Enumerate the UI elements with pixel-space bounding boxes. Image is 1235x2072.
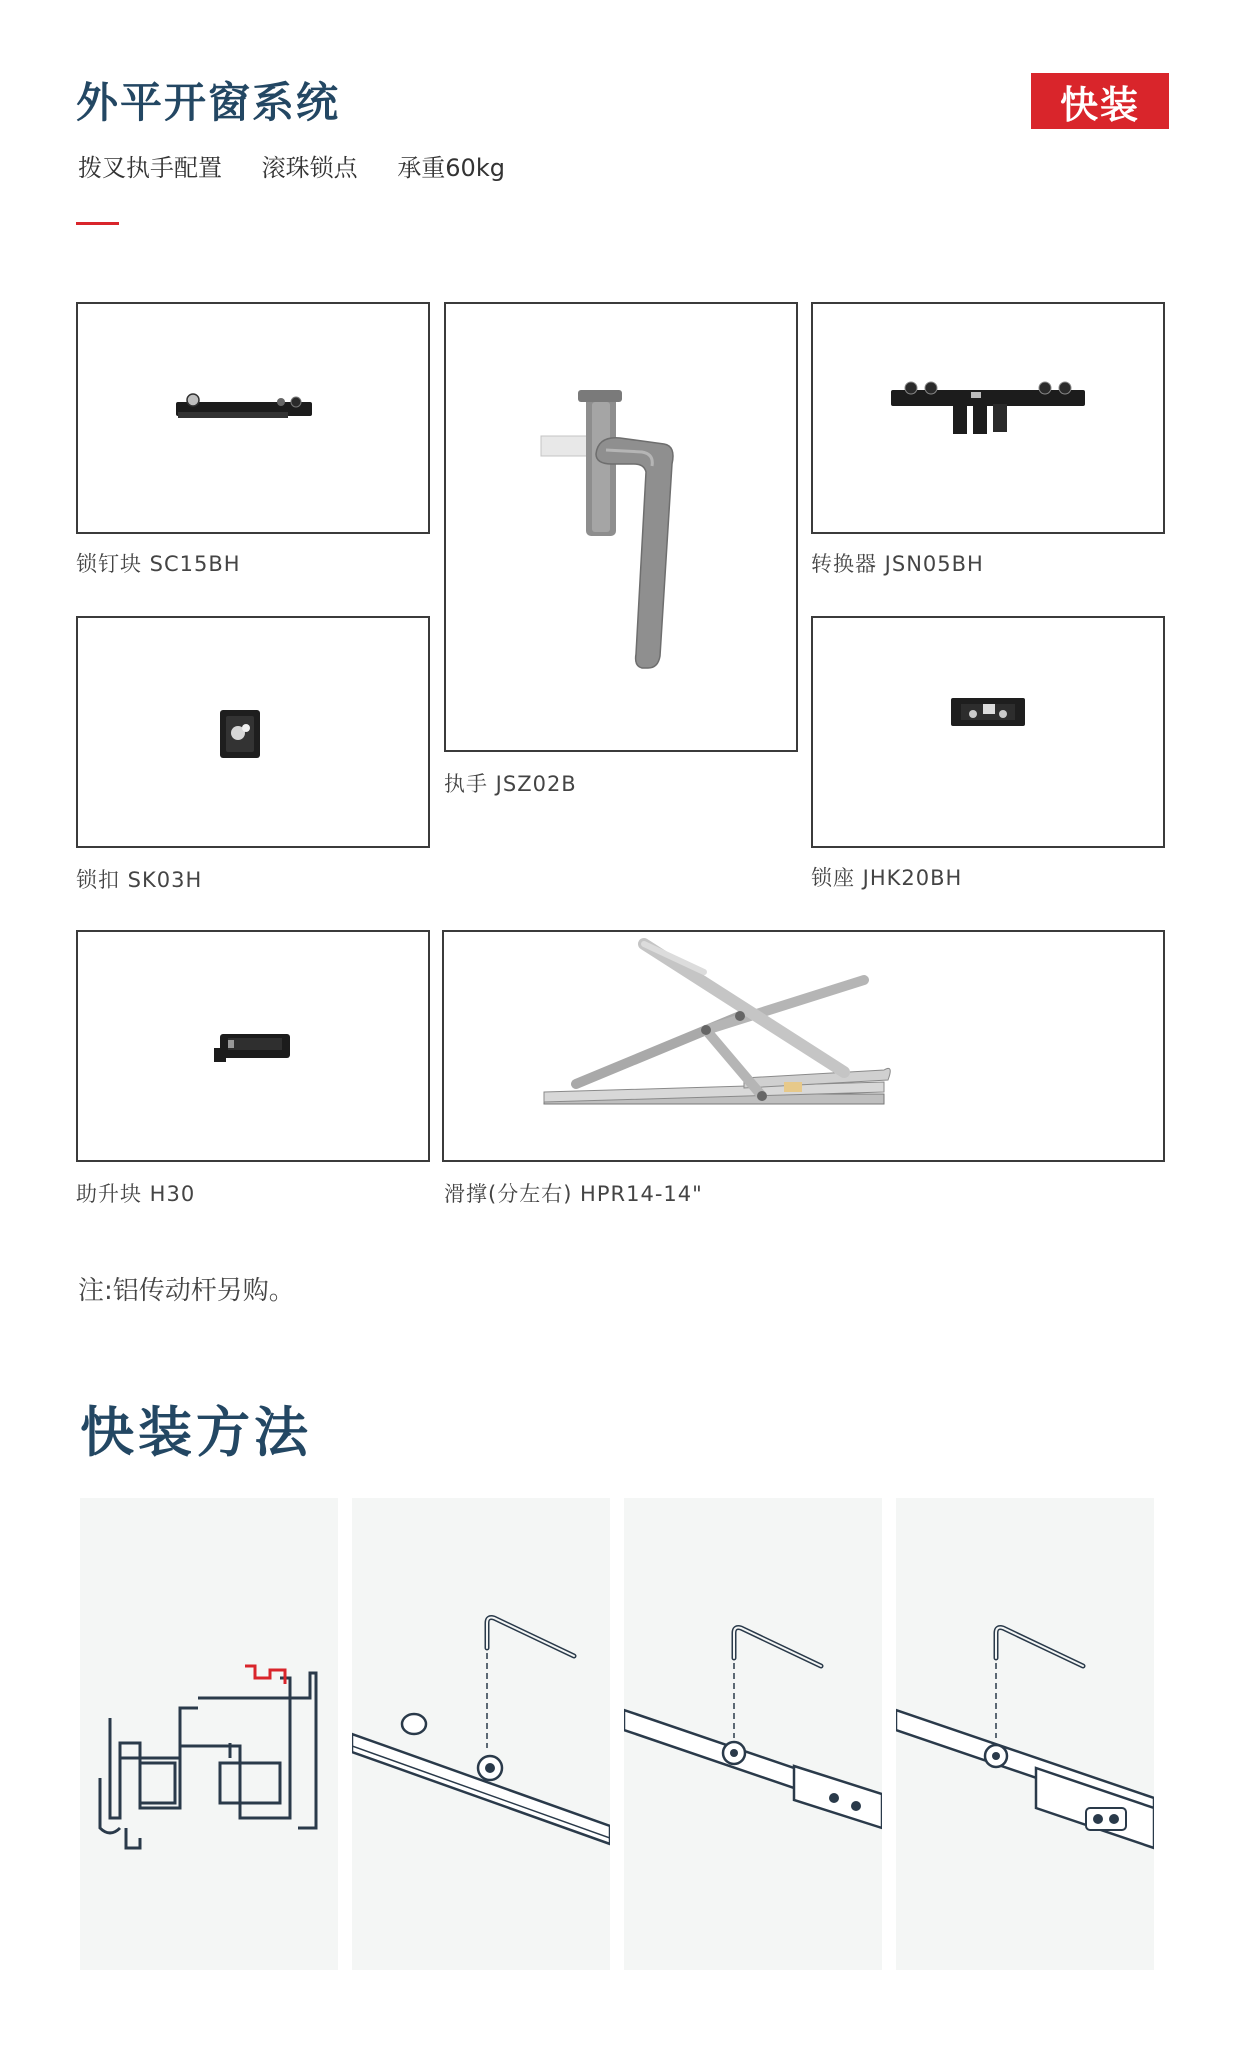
product-card-jhk20bh bbox=[811, 616, 1165, 848]
method-title: 快装方法 bbox=[80, 1401, 312, 1464]
method-step-4 bbox=[896, 1498, 1154, 1970]
product-card-sk03h bbox=[76, 616, 430, 848]
feature-list bbox=[78, 148, 537, 183]
product-caption: 滑撑(分左右) HPR14-14" bbox=[444, 1182, 703, 1206]
profile-section-icon bbox=[80, 1498, 338, 1970]
converter-icon bbox=[813, 304, 1163, 532]
lock-buckle-icon bbox=[78, 618, 428, 846]
lift-block-icon bbox=[78, 932, 428, 1160]
friction-stay-icon bbox=[444, 932, 1163, 1160]
accent-divider bbox=[76, 222, 119, 225]
lock-seat-icon bbox=[813, 618, 1163, 846]
product-caption: 执手 JSZ02B bbox=[444, 772, 577, 796]
lock-pin-block-icon bbox=[78, 304, 428, 532]
purchase-note: 注:铝传动杆另购。 bbox=[78, 1276, 295, 1306]
feature-roller-lock: 滚珠锁点 bbox=[261, 154, 358, 182]
page-title: 外平开窗系统 bbox=[76, 78, 341, 127]
window-handle-icon bbox=[446, 304, 796, 750]
product-card-h30 bbox=[76, 930, 430, 1162]
feature-fork-handle: 拨叉执手配置 bbox=[78, 154, 222, 182]
hex-key-install-2-icon bbox=[624, 1498, 882, 1970]
feature-load: 承重60kg bbox=[397, 154, 505, 182]
product-caption: 锁座 JHK20BH bbox=[811, 866, 963, 890]
product-card-jsn05bh bbox=[811, 302, 1165, 534]
method-step-1 bbox=[80, 1498, 338, 1970]
product-card-sc15bh bbox=[76, 302, 430, 534]
product-caption: 转换器 JSN05BH bbox=[811, 552, 984, 576]
product-card-hpr14 bbox=[442, 930, 1165, 1162]
method-step-3 bbox=[624, 1498, 882, 1970]
method-step-2 bbox=[352, 1498, 610, 1970]
product-card-jsz02b bbox=[444, 302, 798, 752]
product-caption: 锁扣 SK03H bbox=[76, 868, 203, 892]
hex-key-install-1-icon bbox=[352, 1498, 610, 1970]
product-caption: 助升块 H30 bbox=[76, 1182, 196, 1206]
hex-key-install-3-icon bbox=[896, 1498, 1154, 1970]
quick-install-badge: 快装 bbox=[1031, 73, 1169, 129]
product-caption: 锁钉块 SC15BH bbox=[76, 552, 241, 576]
